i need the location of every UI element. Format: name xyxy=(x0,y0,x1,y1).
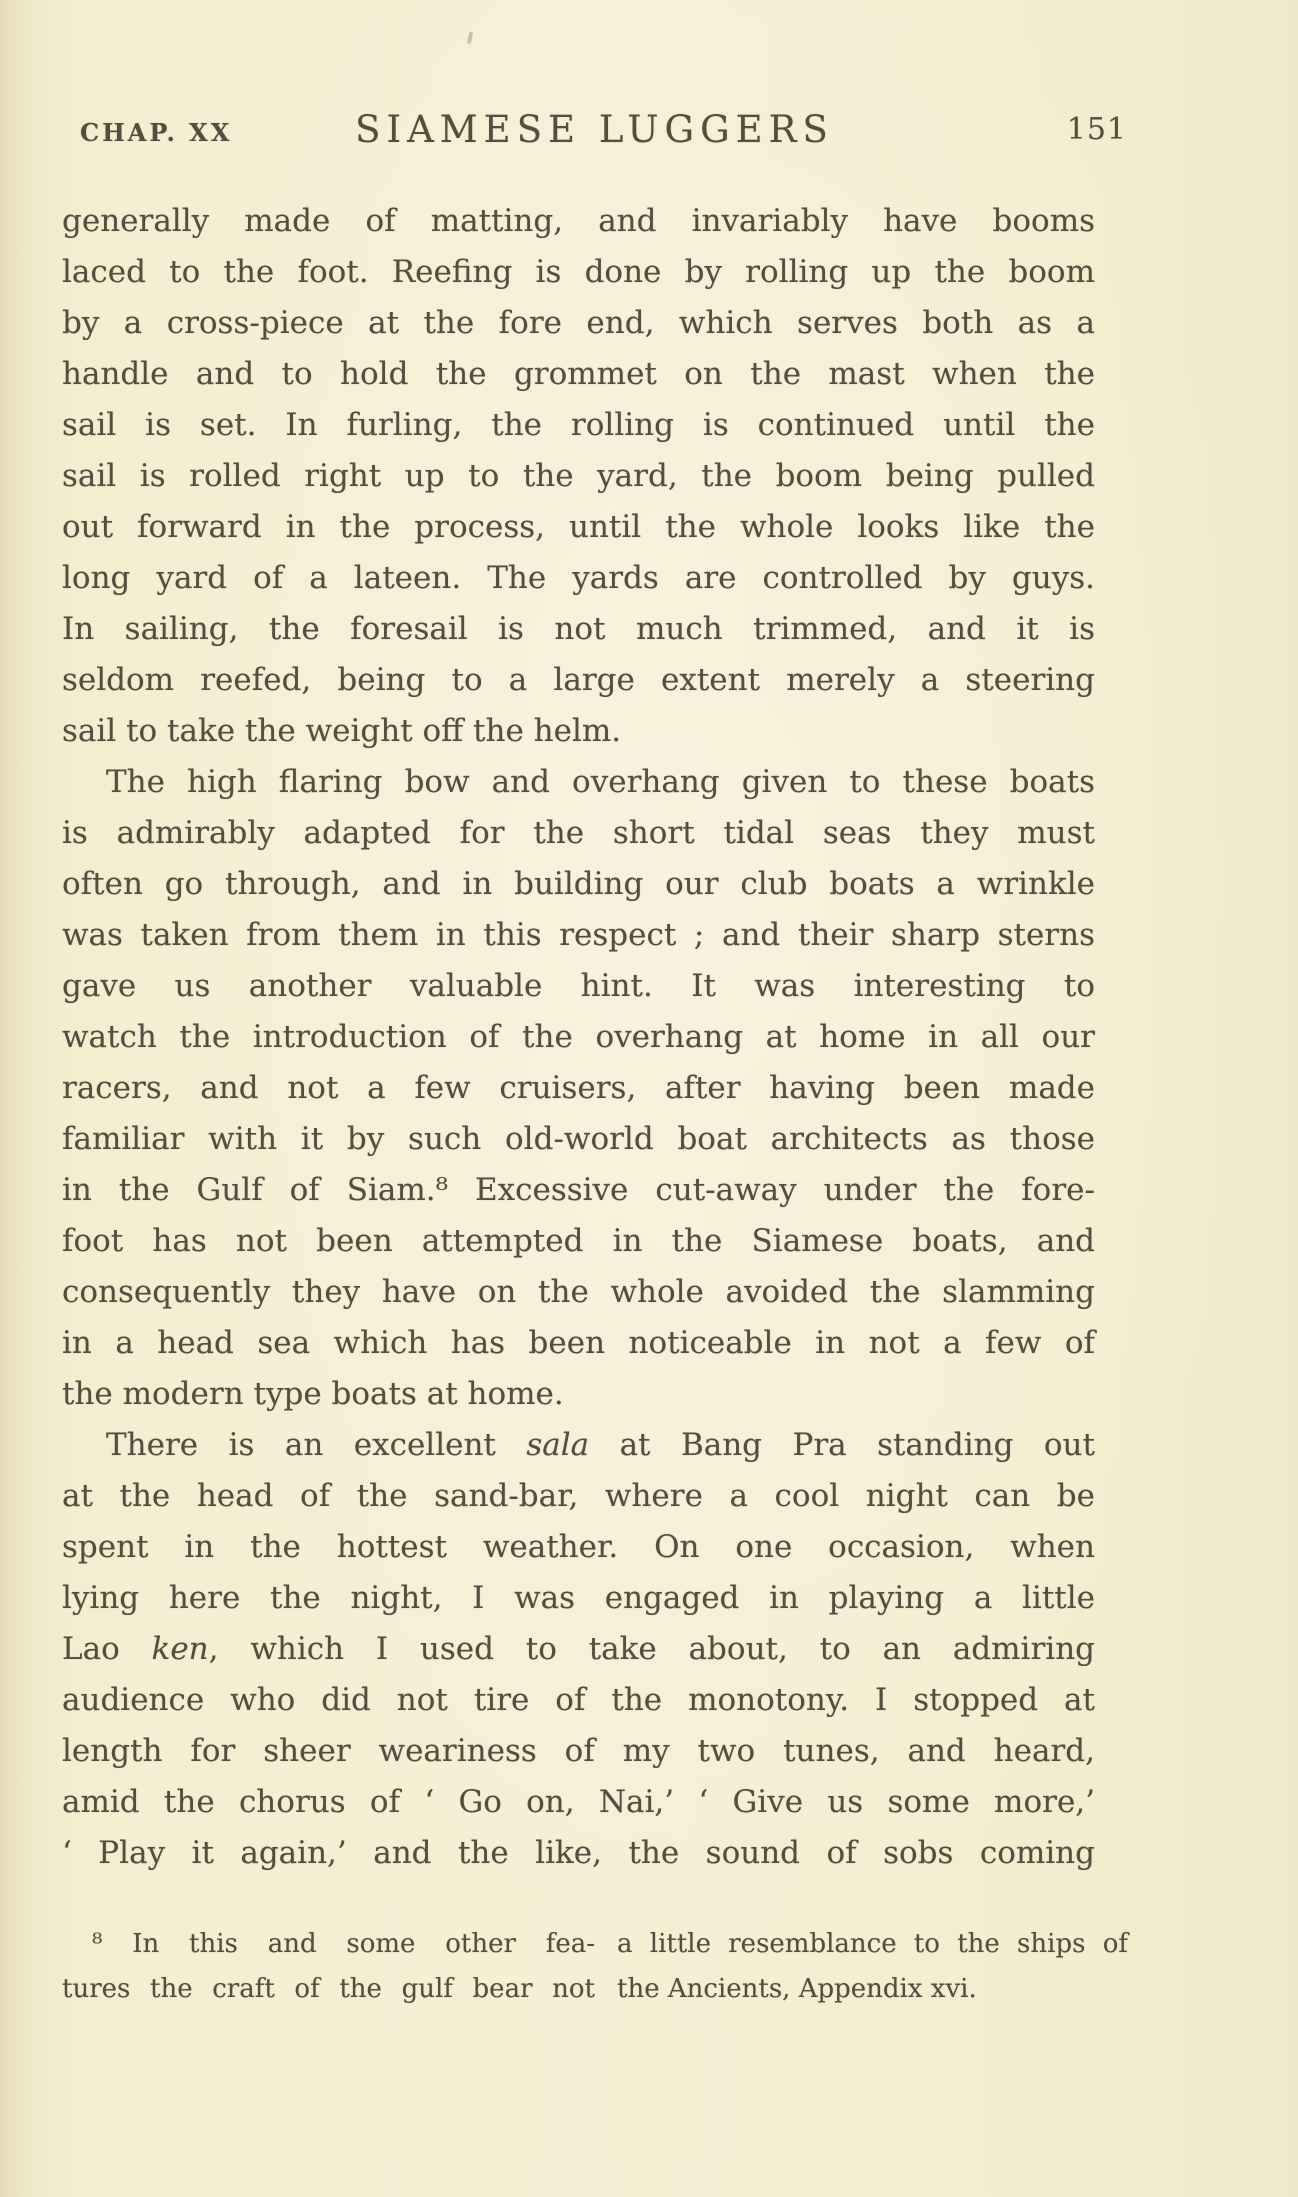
text-line xyxy=(62,910,1095,961)
text-run: sail is set. In furling, the rolling is continued until the xyxy=(62,407,1095,443)
text-line xyxy=(62,1114,1095,1165)
text-line xyxy=(62,1165,1095,1216)
text-run: There is an excellent xyxy=(106,1427,527,1463)
page-number: 151 xyxy=(1066,112,1127,147)
footnote-column-right xyxy=(595,1922,1128,2012)
text-line xyxy=(62,1726,1095,1777)
text-run: , which I used to take about, to an admiring xyxy=(208,1631,1096,1667)
text-line xyxy=(62,502,1095,553)
text-line xyxy=(62,349,1095,400)
text-run: seldom reefed, being to a large extent merely a steering xyxy=(62,662,1095,698)
text-run: out forward in the process, until the whole looks like the xyxy=(62,509,1095,545)
text-line xyxy=(62,604,1095,655)
text-run: The high flaring bow and overhang given to these boats xyxy=(106,764,1095,800)
italic-word: ken xyxy=(151,1631,209,1667)
text-run: ‘ Play it again,’ and the like, the sound of sobs coming xyxy=(62,1835,1095,1871)
text-line xyxy=(62,247,1095,298)
text-run: was taken from them in this respect ; and their sharp sterns xyxy=(62,917,1095,953)
text-run: at Bang Pra standing out xyxy=(589,1427,1095,1463)
text-line xyxy=(62,1420,1095,1471)
footnote-line: a little resemblance to the ships of xyxy=(617,1929,1128,1959)
text-run: at the head of the sand-bar, where a cool night can be xyxy=(62,1478,1095,1514)
text-line xyxy=(62,1573,1095,1624)
text-line xyxy=(62,553,1095,604)
text-run: In sailing, the foresail is not much trimmed, and it is xyxy=(62,611,1095,647)
text-line xyxy=(62,1063,1095,1114)
text-line xyxy=(62,757,1095,808)
text-line xyxy=(62,451,1095,502)
text-run: is admirably adapted for the short tidal seas they must xyxy=(62,815,1095,851)
text-line xyxy=(62,706,1095,757)
text-line xyxy=(62,1675,1095,1726)
text-run: racers, and not a few cruisers, after having been made xyxy=(62,1070,1095,1106)
text-line xyxy=(62,1471,1095,1522)
footnote-column-left xyxy=(62,1922,595,2012)
text-line xyxy=(62,298,1095,349)
text-line xyxy=(62,1012,1095,1063)
footnote xyxy=(62,1922,1128,2012)
text-line xyxy=(62,1318,1095,1369)
text-line xyxy=(62,1216,1095,1267)
text-run: lying here the night, I was engaged in playing a little xyxy=(62,1580,1095,1616)
text-run: in a head sea which has been noticeable in not a few of xyxy=(62,1325,1095,1361)
text-line xyxy=(62,1369,1095,1420)
text-line xyxy=(62,196,1095,247)
text-line xyxy=(62,859,1095,910)
footnote-line: the Ancients, Appendix xvi. xyxy=(617,1974,977,2004)
text-run: generally made of matting, and invariably have booms xyxy=(62,203,1095,239)
text-run: consequently they have on the whole avoided the slamming xyxy=(62,1274,1095,1310)
body-text xyxy=(62,196,1095,1879)
text-line xyxy=(62,1624,1095,1675)
text-run: length for sheer weariness of my two tunes, and heard, xyxy=(62,1733,1095,1769)
italic-word: sala xyxy=(526,1427,590,1463)
text-run: sail to take the weight off the helm. xyxy=(62,713,622,749)
text-line xyxy=(62,1777,1095,1828)
text-run: laced to the foot. Reefing is done by rolling up the boom xyxy=(62,254,1095,290)
text-run: long yard of a lateen. The yards are controlled by guys. xyxy=(62,560,1095,596)
text-run: handle and to hold the grommet on the mast when the xyxy=(62,356,1095,392)
text-run: familiar with it by such old-world boat architects as those xyxy=(62,1121,1095,1157)
text-line xyxy=(62,1828,1095,1879)
text-run: often go through, and in building our club boats a wrinkle xyxy=(62,866,1095,902)
text-line xyxy=(62,655,1095,706)
running-title: SIAMESE LUGGERS xyxy=(355,108,834,151)
scan-speck xyxy=(467,32,473,45)
footnote-line: ⁸ In this and some other fea- xyxy=(92,1929,595,1959)
text-run: spent in the hottest weather. On one occasion, when xyxy=(62,1529,1095,1565)
text-run: gave us another valuable hint. It was interesting to xyxy=(62,968,1095,1004)
text-run: audience who did not tire of the monotony. I stopped at xyxy=(62,1682,1095,1718)
text-line xyxy=(62,808,1095,859)
text-line xyxy=(62,1267,1095,1318)
text-run: watch the introduction of the overhang at home in all our xyxy=(62,1019,1095,1055)
text-run: Lao xyxy=(62,1631,152,1667)
text-line xyxy=(62,400,1095,451)
text-run: by a cross-piece at the fore end, which serves both as a xyxy=(62,305,1095,341)
text-run: amid the chorus of ‘ Go on, Nai,’ ‘ Give us some more,’ xyxy=(62,1784,1095,1820)
footnote-line: tures the craft of the gulf bear not xyxy=(62,1974,595,2004)
text-run: in the Gulf of Siam.⁸ Excessive cut-away under the fore- xyxy=(62,1172,1095,1208)
text-run: the modern type boats at home. xyxy=(62,1376,564,1412)
text-run: sail is rolled right up to the yard, the boom being pulled xyxy=(62,458,1095,494)
text-run: foot has not been attempted in the Siamese boats, and xyxy=(62,1223,1095,1259)
text-line xyxy=(62,1522,1095,1573)
chapter-label: CHAP. XX xyxy=(80,118,233,147)
page-header xyxy=(62,108,1127,152)
text-line xyxy=(62,961,1095,1012)
